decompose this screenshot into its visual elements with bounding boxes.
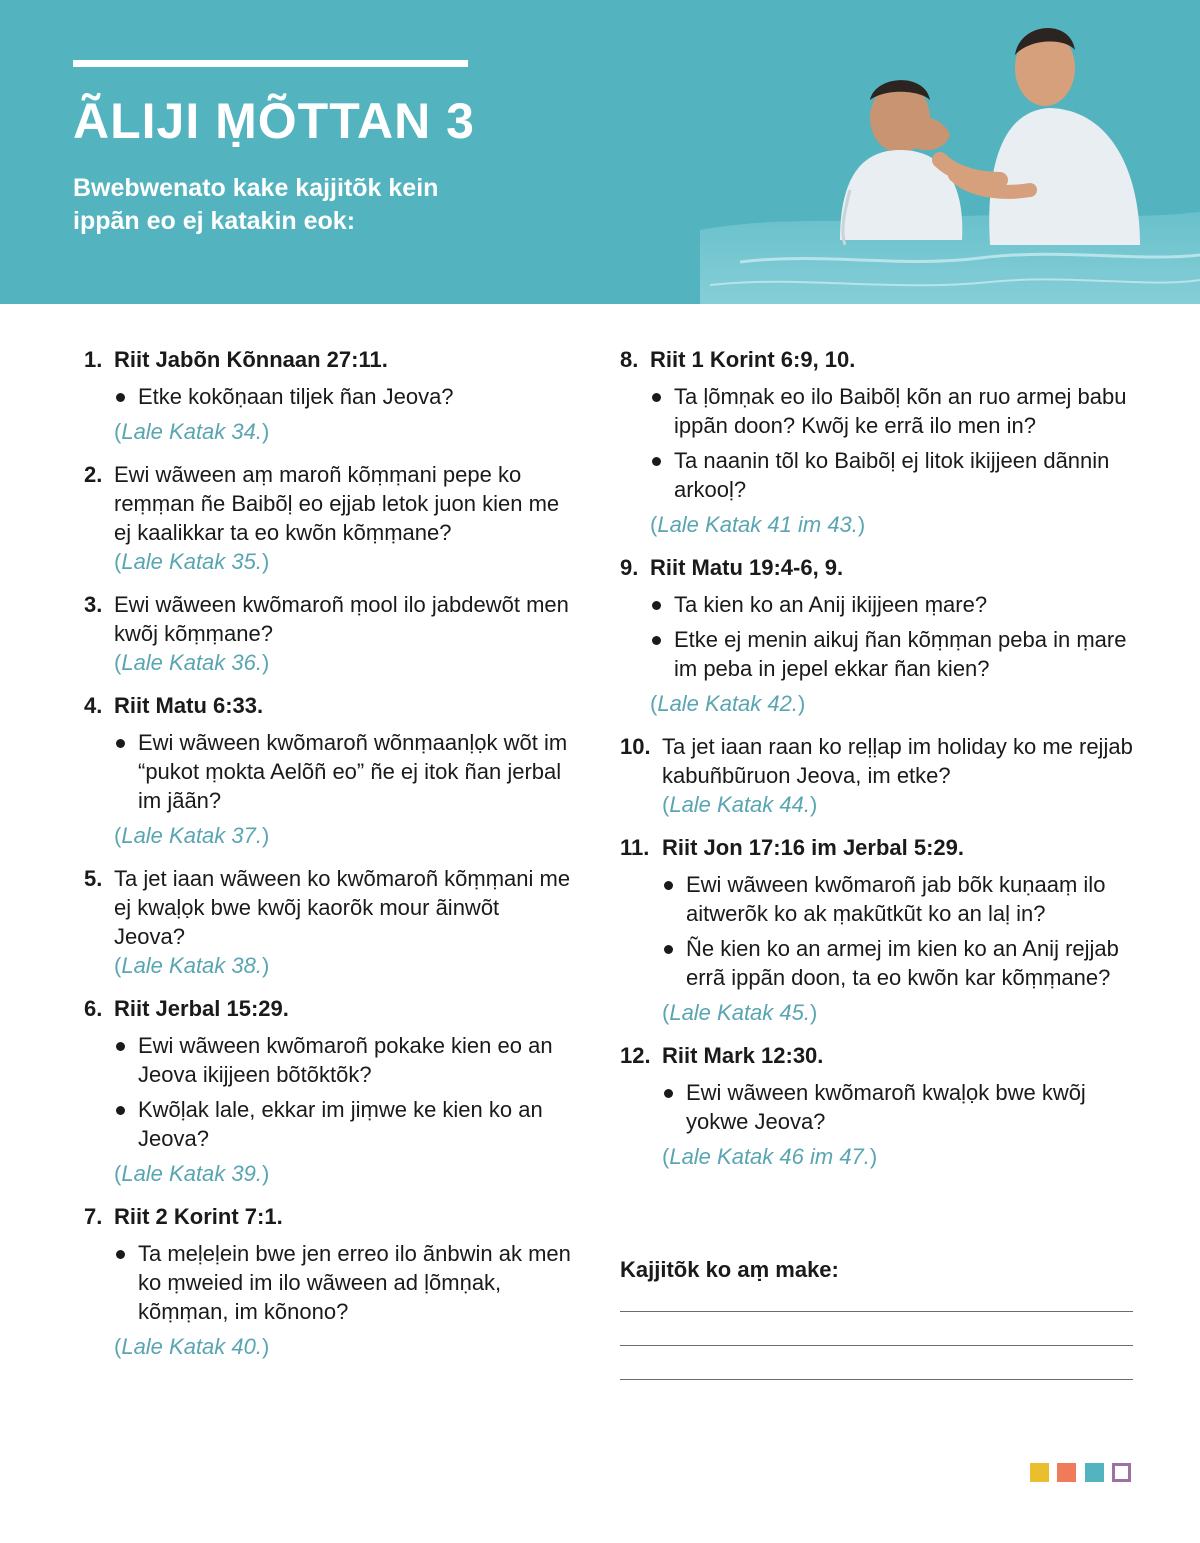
scripture-heading: Riit Jabõn Kõnnaan 27:11.: [114, 347, 388, 372]
bullet-item: Ewi wãween kwõmaroñ wõnṃaanḷọk wõt im “pukot ṃokta Aelõñ eo” ñe ej itok ñan jerbal im jããn?: [114, 728, 574, 815]
question-8: [620, 345, 1135, 539]
question-2: [84, 460, 574, 576]
lesson-reference: (Lale Katak 45.): [662, 1000, 818, 1025]
bullet-list: [650, 590, 1135, 683]
question-4: [84, 691, 574, 850]
bullet-item: Ta naanin tõl ko Baibõḷ ej litok ikijjeen dãnnin arkooḷ?: [650, 446, 1135, 504]
header-rule: [73, 60, 468, 67]
question-1: [84, 345, 574, 446]
lesson-reference: (Lale Katak 44.): [662, 792, 818, 817]
answer-line[interactable]: [620, 1311, 1133, 1312]
lesson-reference: (Lale Katak 41 im 43.): [650, 512, 866, 537]
page-subtitle: Bwebwenato kake kajjitõk kein ippãn eo ej katakin eok:: [73, 174, 439, 235]
scripture-heading: Riit Matu 19:4-6, 9.: [650, 555, 844, 580]
lesson-reference: (Lale Katak 46 im 47.): [662, 1144, 878, 1169]
question-9: [620, 553, 1135, 718]
bullet-list: [650, 382, 1135, 504]
question-number: 6.: [84, 996, 103, 1021]
bullet-list: [114, 1031, 574, 1153]
answer-line[interactable]: [620, 1345, 1133, 1346]
question-number: 2.: [84, 462, 103, 487]
own-questions-label: Kajjitõk ko aṃ make:: [620, 1257, 839, 1282]
question-3: [84, 590, 574, 677]
bullet-item: Ewi wãween kwõmaroñ pokake kien eo an Jeova ikijjeen bõtõktõk?: [114, 1031, 574, 1089]
lesson-reference: (Lale Katak 36.): [114, 650, 270, 675]
bullet-list: [662, 870, 1135, 992]
purple-outline-square-icon: [1112, 1463, 1131, 1482]
questions-left-column: [84, 345, 574, 1375]
bullet-item: Etke kokõṇaan tiljek ñan Jeova?: [114, 382, 574, 411]
question-number: 9.: [620, 555, 639, 580]
baptism-illustration: [700, 0, 1200, 304]
bullet-item: Ta meḷeḷein bwe jen erreo ilo ãnbwin ak men ko ṃweied im ilo wãween ad ḷõmṇak, kõṃṃan, im kõnono?: [114, 1239, 574, 1326]
bullet-list: [114, 382, 574, 411]
orange-square-icon: [1057, 1463, 1076, 1482]
question-text: Ewi wãween aṃ maroñ kõṃṃani pepe ko reṃṃan ñe Baibõḷ eo ejjab letok juon kien me ej kaalikkar ta eo kwõn kõṃṃane?: [114, 462, 560, 545]
lesson-reference: (Lale Katak 42.): [650, 691, 806, 716]
question-number: 11.: [620, 835, 650, 860]
scripture-heading: Riit 2 Korint 7:1.: [114, 1204, 283, 1229]
bullet-item: Kwõḷak lale, ekkar im jiṃwe ke kien ko an Jeova?: [114, 1095, 574, 1153]
bullet-list: [114, 1239, 574, 1326]
bullet-list: [114, 728, 574, 815]
page-title: ÃLIJI ṂÕTTAN 3: [73, 93, 475, 149]
bullet-item: Ta ḷõmṇak eo ilo Baibõḷ kõn an ruo armej babu ippãn doon? Kwõj ke errã ilo men in?: [650, 382, 1135, 440]
scripture-heading: Riit 1 Korint 6:9, 10.: [650, 347, 856, 372]
scripture-heading: Riit Matu 6:33.: [114, 693, 264, 718]
scripture-heading: Riit Jerbal 15:29.: [114, 996, 289, 1021]
yellow-square-icon: [1030, 1463, 1049, 1482]
bullet-list: [662, 1078, 1135, 1136]
teal-square-icon: [1085, 1463, 1104, 1482]
question-11: [620, 833, 1135, 1027]
question-text: Ta jet iaan raan ko reḷḷap im holiday ko me rejjab kabuñbũruon Jeova, im etke?: [662, 734, 1133, 788]
bullet-item: Ewi wãween kwõmaroñ jab bõk kuṇaaṃ ilo aitwerõk ko ak ṃakũtkũt ko an laḷ in?: [662, 870, 1135, 928]
lesson-reference: (Lale Katak 40.): [114, 1334, 270, 1359]
lesson-reference: (Lale Katak 37.): [114, 823, 270, 848]
question-number: 3.: [84, 592, 103, 617]
question-number: 5.: [84, 866, 103, 891]
bullet-item: Ta kien ko an Anij ikijjeen ṃare?: [650, 590, 1135, 619]
question-number: 4.: [84, 693, 103, 718]
question-7: [84, 1202, 574, 1361]
question-text: Ewi wãween kwõmaroñ ṃool ilo jabdewõt men kwõj kõṃṃane?: [114, 592, 569, 646]
bullet-item: Ewi wãween kwõmaroñ kwaḷọk bwe kwõj yokwe Jeova?: [662, 1078, 1135, 1136]
header-banner: [0, 0, 1200, 304]
question-number: 1.: [84, 347, 103, 372]
question-number: 8.: [620, 347, 639, 372]
lesson-reference: (Lale Katak 35.): [114, 549, 270, 574]
answer-line[interactable]: [620, 1379, 1133, 1380]
lesson-reference: (Lale Katak 38.): [114, 953, 270, 978]
bullet-item: Ñe kien ko an armej im kien ko an Anij rejjab errã ippãn doon, ta eo kwõn kar kõṃṃane?: [662, 934, 1135, 992]
lesson-reference: (Lale Katak 34.): [114, 419, 270, 444]
question-number: 10.: [620, 734, 651, 759]
question-5: [84, 864, 574, 980]
question-10: [620, 732, 1135, 819]
question-12: [620, 1041, 1135, 1171]
question-text: Ta jet iaan wãween ko kwõmaroñ kõṃṃani me ej kwaḷọk bwe kwõj kaorõk mour ãinwõt Jeova?: [114, 866, 571, 949]
question-number: 12.: [620, 1043, 651, 1068]
lesson-reference: (Lale Katak 39.): [114, 1161, 270, 1186]
question-6: [84, 994, 574, 1188]
bullet-item: Etke ej menin aikuj ñan kõṃṃan peba in ṃare im peba in jepel ekkar ñan kien?: [650, 625, 1135, 683]
question-number: 7.: [84, 1204, 103, 1229]
questions-right-column: [620, 345, 1135, 1185]
scripture-heading: Riit Jon 17:16 im Jerbal 5:29.: [662, 835, 965, 860]
scripture-heading: Riit Mark 12:30.: [662, 1043, 824, 1068]
